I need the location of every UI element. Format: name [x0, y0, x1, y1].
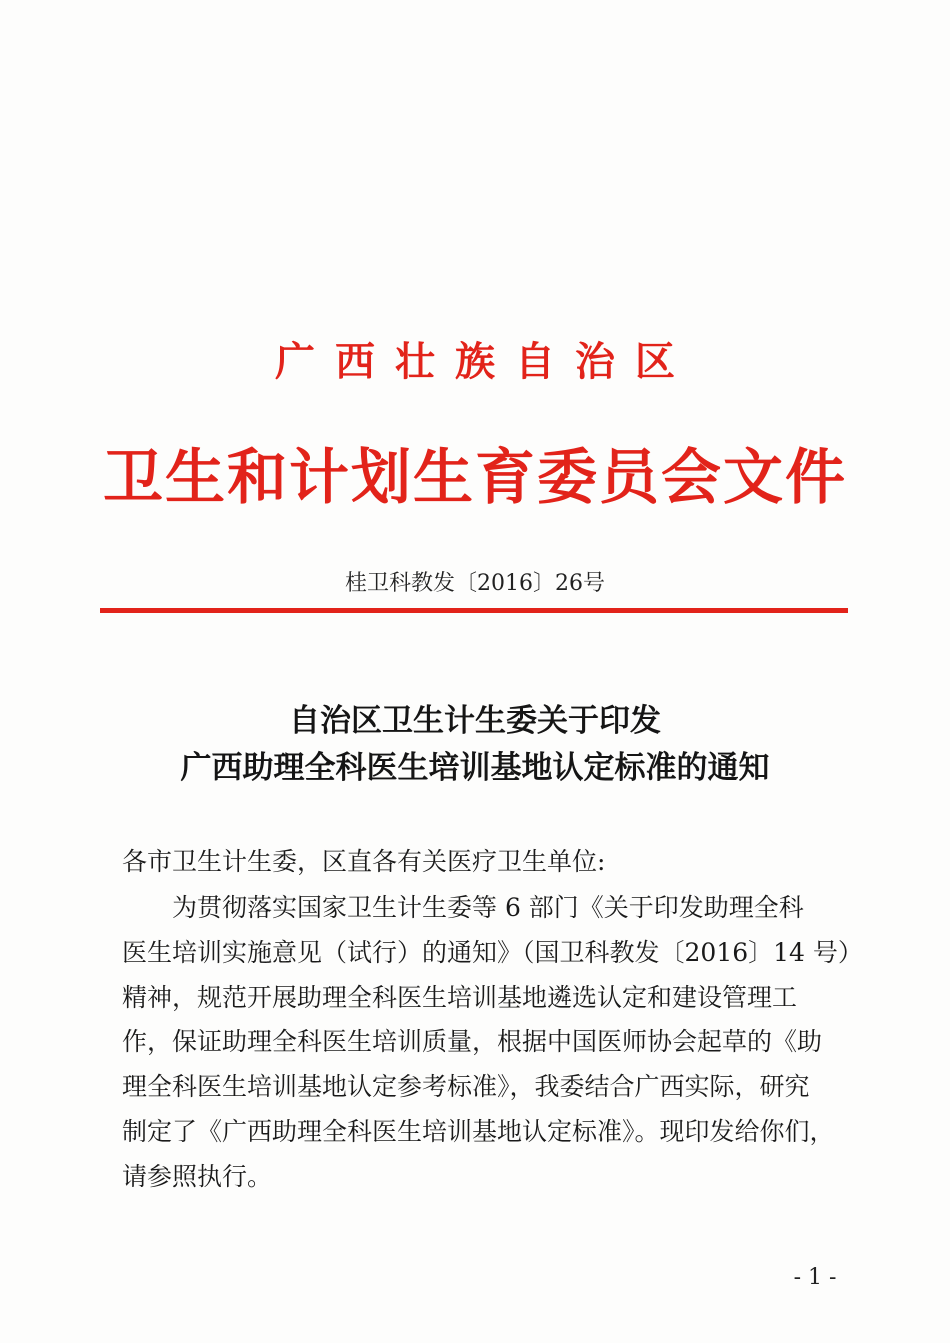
body-line-7: 请参照执行。 — [122, 1162, 273, 1191]
document-number: 桂卫科教发〔2016〕26号 — [345, 571, 605, 596]
issuer-name-line2: 卫生和计划生育委员会文件 — [103, 443, 847, 513]
document-title-line1: 自治区卫生计生委关于印发 — [289, 703, 661, 739]
page-number: - 1 - — [793, 1265, 837, 1290]
body-line-5: 理全科医生培训基地认定参考标准》，我委结合广西实际，研究 — [122, 1072, 810, 1101]
issuer-name-line1: 广西壮族自治区 — [275, 338, 695, 385]
body-line-2: 医生培训实施意见（试行）的通知》（国卫科教发〔2016〕14 号） — [122, 938, 863, 967]
document-title-line2: 广西助理全科医生培训基地认定标准的通知 — [180, 750, 770, 786]
body-line-3: 精神，规范开展助理全科医生培训基地遴选认定和建设管理工 — [122, 983, 798, 1012]
red-separator-rule — [100, 608, 848, 613]
body-line-4: 作，保证助理全科医生培训质量，根据中国医师协会起草的《助 — [122, 1027, 823, 1056]
body-line-1: 为贯彻落实国家卫生计生委等 6 部门《关于印发助理全科 — [122, 893, 804, 922]
body-line-6: 制定了《广西助理全科医生培训基地认定标准》。现印发给你们， — [122, 1117, 835, 1146]
salutation: 各市卫生计生委，区直各有关医疗卫生单位: — [122, 847, 606, 876]
